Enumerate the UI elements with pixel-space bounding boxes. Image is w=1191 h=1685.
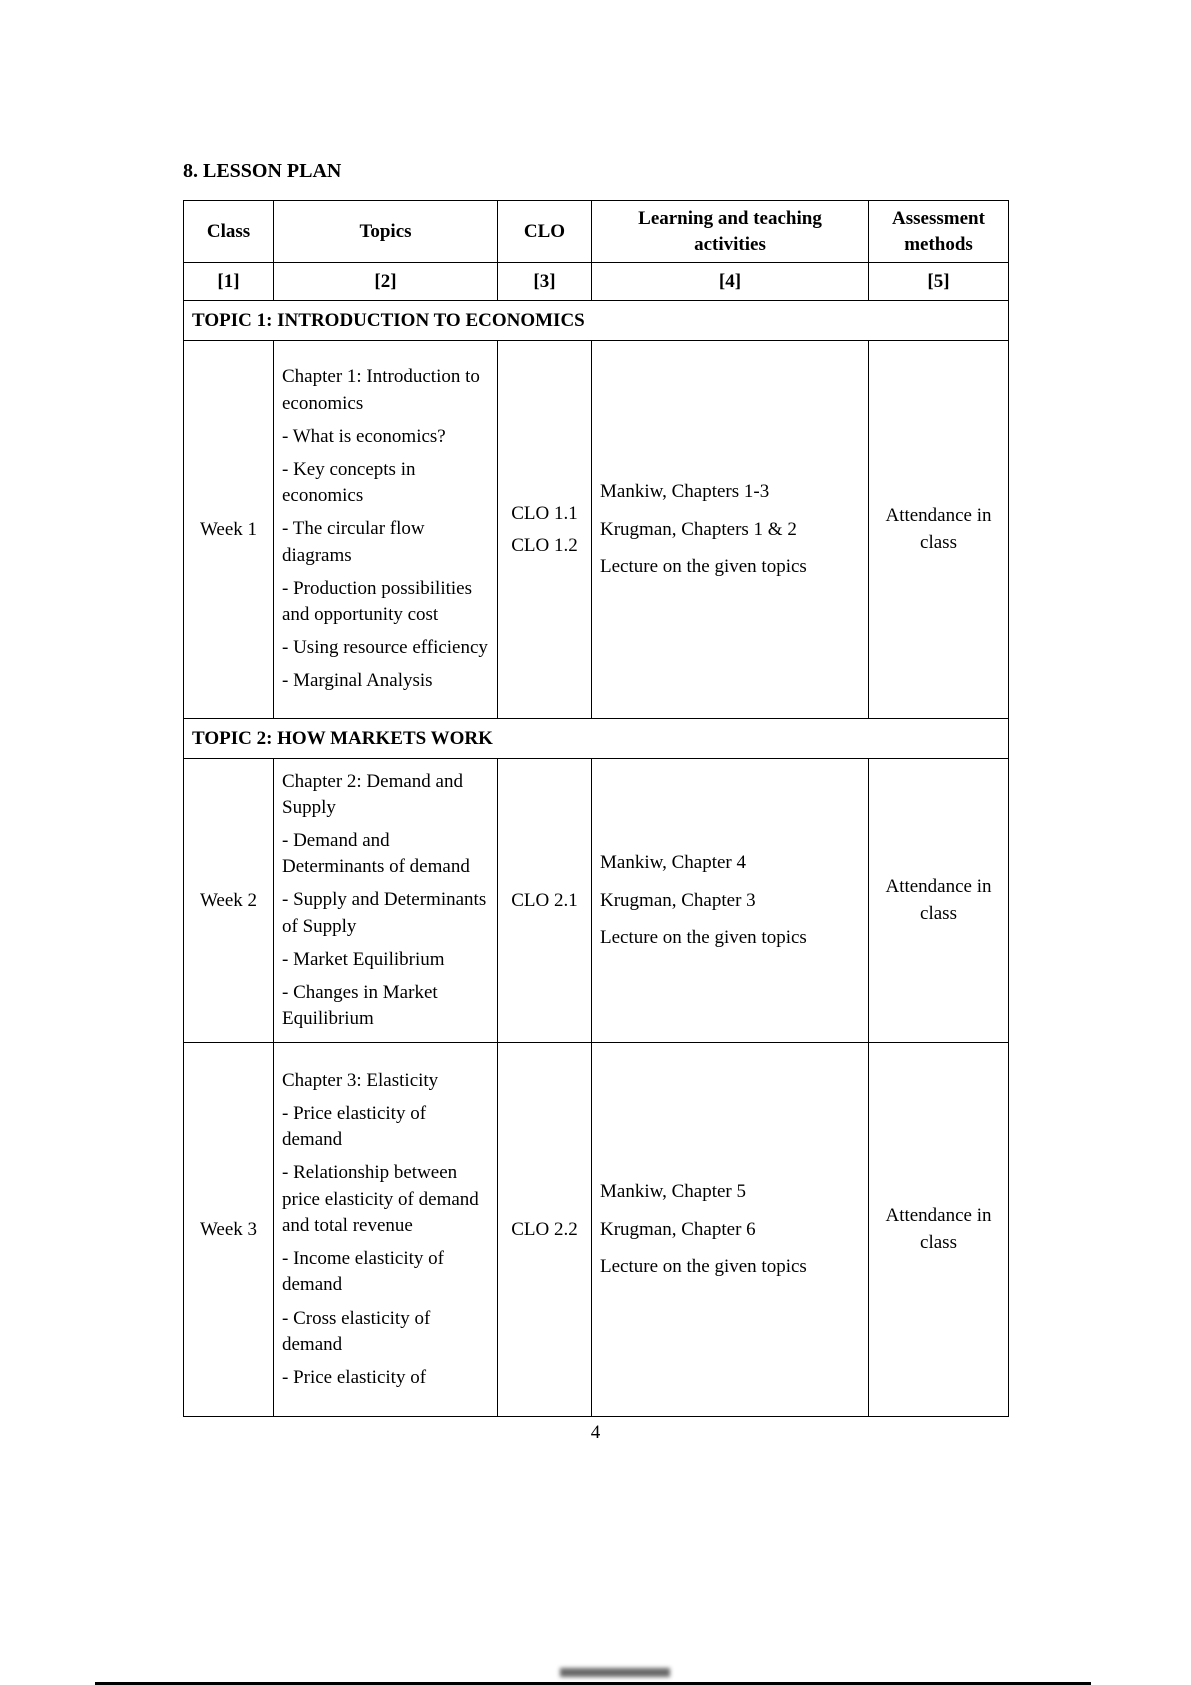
- col-header-activities: Learning and teaching activities: [592, 201, 869, 263]
- clo-line: CLO 1.1: [511, 502, 578, 524]
- col-header-clo: CLO: [498, 201, 592, 263]
- week1-topics-cell: [274, 341, 498, 719]
- topic-line: Chapter 2: Demand and Supply: [282, 770, 463, 818]
- col-header-assessment: Assessment methods: [869, 201, 1009, 263]
- clo-line: CLO 2.1: [511, 889, 578, 911]
- topic-line: - Income elasticity of demand: [282, 1248, 444, 1296]
- week3-class-cell: Week 3: [184, 1043, 274, 1417]
- table-index-row: [184, 263, 1009, 301]
- topic-line: - The circular flow diagrams: [282, 518, 425, 566]
- week1-clo-cell: [498, 341, 592, 719]
- topic-line: - Production possibilities and opportunity cost: [282, 577, 472, 626]
- activity-line: Krugman, Chapter 3: [600, 889, 756, 911]
- activity-line: Mankiw, Chapter 4: [600, 852, 746, 874]
- activity-line: Lecture on the given topics: [600, 556, 807, 578]
- topic-line: - Price elasticity of: [282, 1366, 427, 1388]
- week3-clo-cell: [498, 1043, 592, 1417]
- topic-line: - Supply and Determinants of Supply: [282, 889, 487, 937]
- activity-line: Mankiw, Chapters 1-3: [600, 481, 770, 503]
- section-heading: 8. LESSON PLAN: [183, 160, 342, 182]
- topic1-title: TOPIC 1: INTRODUCTION TO ECONOMICS: [184, 301, 1009, 341]
- clo-line: CLO 1.2: [511, 534, 578, 556]
- week3-activities-cell: [592, 1043, 869, 1417]
- week2-topics-cell: [274, 759, 498, 1043]
- activity-line: Krugman, Chapters 1 & 2: [600, 518, 797, 540]
- topic2-title: TOPIC 2: HOW MARKETS WORK: [184, 719, 1009, 759]
- index-cell-2: [2]: [274, 263, 498, 301]
- activity-line: Krugman, Chapter 6: [600, 1218, 756, 1240]
- topic1-section-row: [184, 301, 1009, 341]
- index-cell-5: [5]: [869, 263, 1009, 301]
- topic-line: Chapter 3: Elasticity: [282, 1069, 439, 1091]
- week3-assessment-cell: Attendance in class: [869, 1043, 1009, 1417]
- lesson-plan-table: [183, 200, 1009, 1417]
- table-header-row: [184, 201, 1009, 263]
- week3-topics-cell: [274, 1043, 498, 1417]
- topic-line: Chapter 1: Introduction to economics: [282, 366, 480, 414]
- topic-line: - Price elasticity of demand: [282, 1103, 427, 1151]
- week1-assessment-cell: Attendance in class: [869, 341, 1009, 719]
- week1-row: [184, 341, 1009, 719]
- topic-line: - What is economics?: [282, 425, 446, 447]
- page-number: 4: [590, 1422, 601, 1443]
- week2-activities-cell: [592, 759, 869, 1043]
- index-cell-3: [3]: [498, 263, 592, 301]
- clo-line: CLO 2.2: [511, 1218, 578, 1240]
- activity-line: Mankiw, Chapter 5: [600, 1181, 746, 1203]
- topic-line: - Cross elasticity of demand: [282, 1307, 431, 1355]
- topic-line: - Key concepts in economics: [282, 458, 416, 507]
- page-bottom-artifact: [560, 1668, 670, 1677]
- index-cell-1: [1]: [184, 263, 274, 301]
- week2-clo-cell: [498, 759, 592, 1043]
- topic2-section-row: [184, 719, 1009, 759]
- activity-line: Lecture on the given topics: [600, 927, 807, 949]
- week1-activities-cell: [592, 341, 869, 719]
- activity-line: Lecture on the given topics: [600, 1256, 807, 1278]
- topic-line: - Relationship between price elasticity of demand and total revenue: [282, 1162, 479, 1236]
- topic-line: - Using resource efficiency: [282, 637, 488, 659]
- week2-class-cell: Week 2: [184, 759, 274, 1043]
- week3-row: [184, 1043, 1009, 1417]
- week2-assessment-cell: Attendance in class: [869, 759, 1009, 1043]
- col-header-class: Class: [184, 201, 274, 263]
- index-cell-4: [4]: [592, 263, 869, 301]
- col-header-topics: Topics: [274, 201, 498, 263]
- topic-line: - Marginal Analysis: [282, 670, 433, 692]
- topic-line: - Changes in Market Equilibrium: [282, 982, 438, 1030]
- week1-class-cell: Week 1: [184, 341, 274, 719]
- topic-line: - Market Equilibrium: [282, 948, 445, 970]
- week2-row: [184, 759, 1009, 1043]
- topic-line: - Demand and Determinants of demand: [282, 829, 470, 878]
